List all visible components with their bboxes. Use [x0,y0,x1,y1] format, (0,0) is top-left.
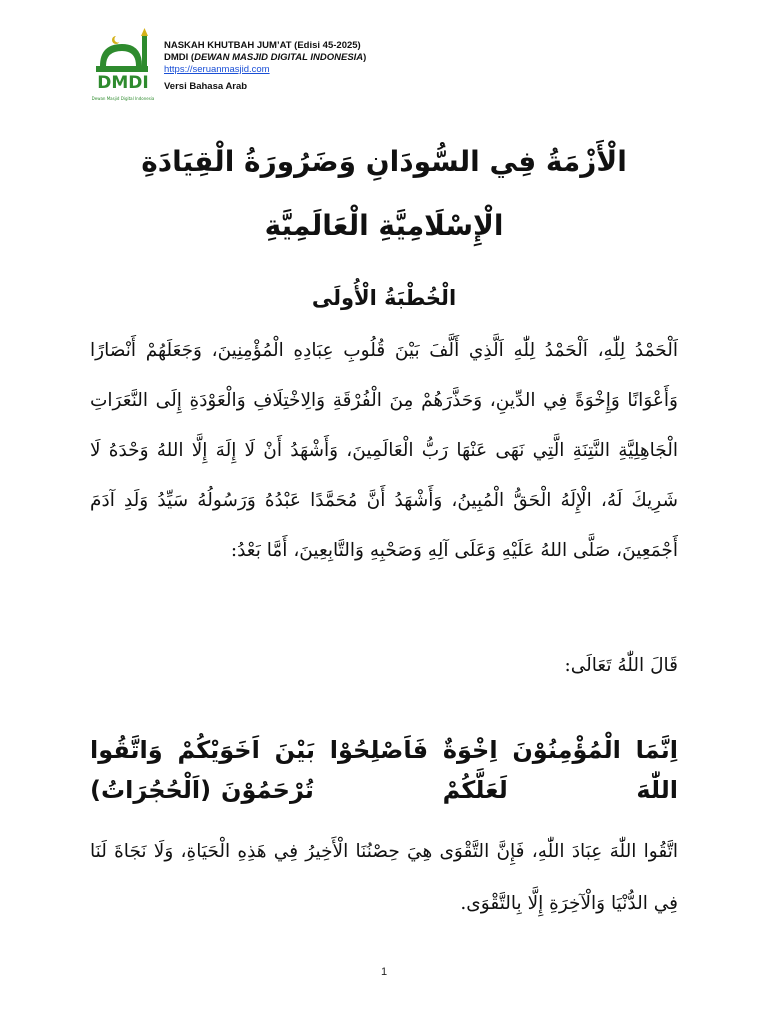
dmdi-logo [92,26,154,104]
version-label: Versi Bahasa Arab [164,81,248,92]
verse-text: اِنَّمَا الْمُؤْمِنُوْنَ اِخْوَةٌ فَاَصْلِحُوْا بَيْنَ اَخَوَيْكُمْ وَاتَّقُوا اللّٰهَ لَعَلَّكُمْ تُرْحَمُوْنَ [90,736,678,804]
svg-text:Dewan Masjid Digital Indonesia: Dewan Masjid Digital Indonesia [92,96,154,101]
taqwa-exhortation-paragraph: اتَّقُوا اللّٰهَ عِبَادَ اللّٰهِ، فَإِنَّ التَّقْوَى هِيَ حِصْنُنَا الْأَخِيرُ فِي هَذِهِ الْحَيَاةِ، وَلَا نَجَاةَ لَنَا فِي الدُّنْيَا وَالْآخِرَةِ إِلَّا بِالتَّقْوَى. [90,841,678,914]
sermon-title: الْأَزْمَةُ فِي السُّودَانِ وَضَرُورَةُ الْقِيَادَةِ الْإِسْلَامِيَّةِ الْعَالَمِيَّةِ [141,145,627,242]
edition-title: NASKAH KHUTBAH JUM’AT (Edisi 45-2025) [164,40,361,51]
page-number: 1 [380,966,388,978]
quran-verse [90,730,678,810]
document-header [92,26,492,106]
first-sermon-heading: الْخُطْبَةُ الْأُولَى [311,286,457,310]
header-info [164,40,366,93]
opening-praise-paragraph: اَلْحَمْدُ لِلّٰهِ، اَلْحَمْدُ لِلّٰهِ اَلَّذِي أَلَّفَ بَيْنَ قُلُوبِ عِبَادِهِ الْمُؤْمِنِينَ، وَجَعَلَهُمْ أَنْصَارًا وَأَعْوَانًا وَإِخْوَةً فِي الدِّينِ، وَحَذَّرَهُمْ مِنَ الْفُرْقَةِ وَالِاخْتِلَافِ وَالْعَوْدَةِ إِلَى النَّعَرَاتِ الْجَاهِلِيَّةِ النَّتِنَةِ الَّتِي نَهَى عَنْهَا رَبُّ الْعَالَمِينَ، وَأَشْهَدُ أَنْ لَا إِلَهَ إِلَّا اللهُ وَحْدَهُ لَا شَرِيكَ لَهُ، الْإِلَهُ الْحَقُّ الْمُبِينُ، وَأَشْهَدُ أَنَّ مُحَمَّدًا عَبْدُهُ وَرَسُولُهُ سَيِّدُ وَلَدِ آدَمَ أَجْمَعِينَ، صَلَّى اللهُ عَلَيْهِ وَعَلَى آلِهِ وَصَحْبِهِ وَالتَّابِعِينَ، أَمَّا بَعْدُ: [90,340,678,561]
verse-reference: (اَلْحُجُرَاتُ) [90,776,212,804]
quran-intro-text: قَالَ اللّٰهُ تَعَالَى: [564,655,678,676]
org-name: DMDI (DEWAN MASJID DIGITAL INDONESIA) [164,52,367,63]
website-link[interactable]: https://seruanmasjid.com [164,64,270,75]
svg-text:DMDI: DMDI [97,73,149,93]
